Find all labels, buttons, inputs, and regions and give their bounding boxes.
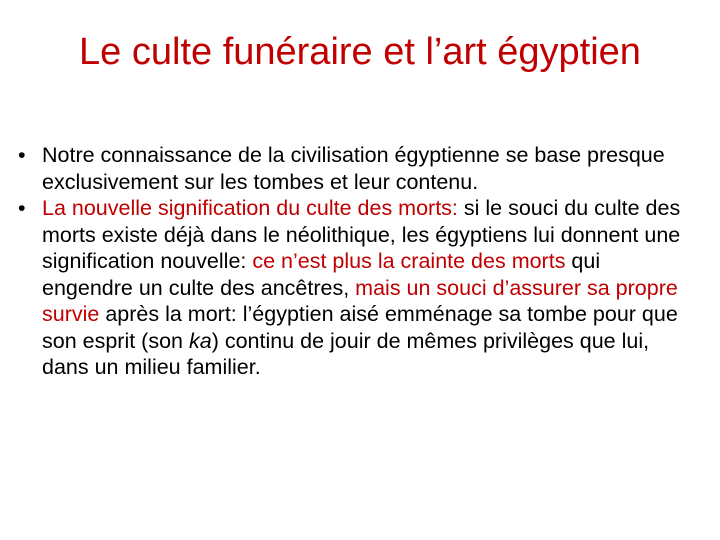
bullet-list: [18, 142, 688, 381]
bullet-item: [18, 195, 688, 381]
bullet-marker: •: [18, 196, 26, 220]
highlighted-phrase: mais un souci d’assurer sa propre survie: [42, 275, 678, 326]
italic-term: ka: [188, 328, 212, 353]
bullet-marker: •: [18, 143, 26, 167]
highlighted-phrase: La nouvelle signification du culte des morts:: [42, 196, 458, 220]
bullet-text-segment: si le souci du culte des morts existe déjà dans le néolithique, les égyptiens lui donnent une signification nouvelle:: [42, 196, 681, 273]
bullet-text-segment: Notre connaissance de la civilisation égyptienne se base presque exclusivement sur les tombes et leur contenu.: [42, 143, 665, 194]
bullet-text-segment: ) continu de jouir de mêmes privilèges que lui, dans un milieu familier.: [42, 328, 650, 379]
bullet-text-segment: après la mort: l’égyptien aisé emménage sa tombe pour que son esprit (son: [42, 302, 678, 353]
slide-title: Le culte funéraire et l’art égyptien: [79, 31, 641, 73]
bullet-text-segment: qui engendre un culte des ancêtres,: [42, 249, 601, 300]
bullet-item: [18, 142, 688, 195]
highlighted-phrase: ce n’est plus la crainte des morts: [252, 249, 566, 273]
